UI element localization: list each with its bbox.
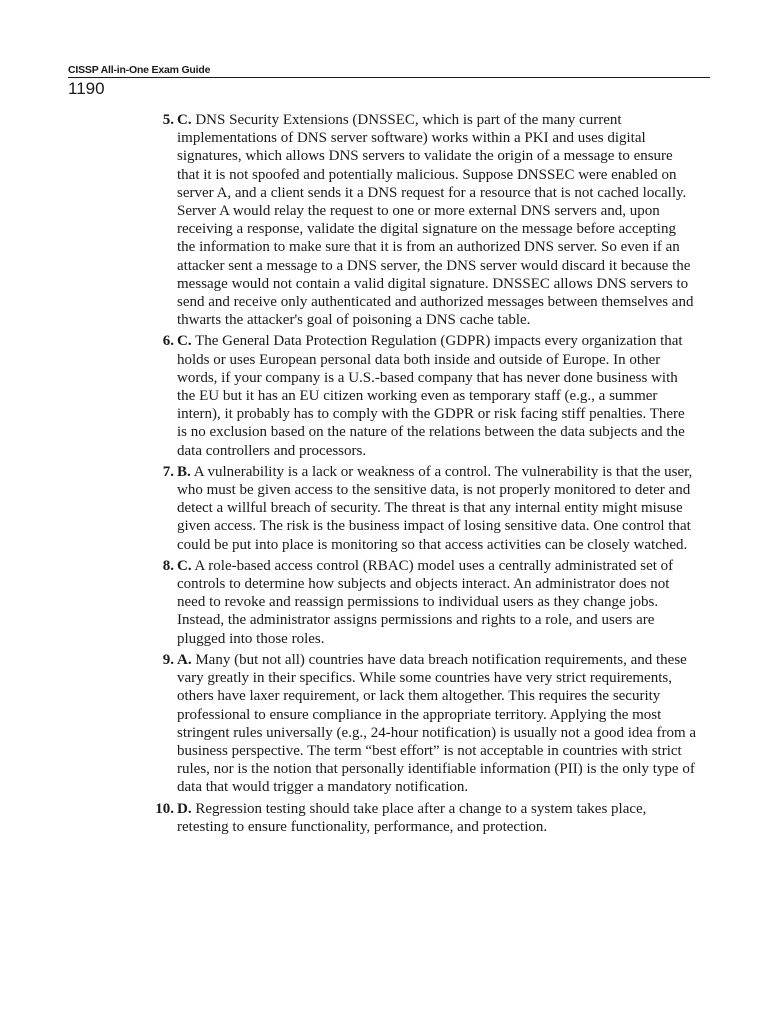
answer-letter: C. (177, 333, 192, 350)
answer-body (177, 800, 698, 836)
answer-number: 8. (162, 557, 174, 574)
answer-text: Many (but not all) countries have data breach notification requirements, and these vary greatly in their specifics. While some countries have very strict requirements, others have laxer requirement, or lack them altogether. This requires the security professional to ensure compliance in the appropriate territory. Applying the most stringent rules universally (e.g., 24-hour notification) is usually not a good idea from a business perspective. The term “best effort” is not acceptable in countries with strict rules, nor is the notion that personally identifiable information (PII) is the only type of data that would trigger a mandatory notification. (177, 651, 697, 796)
answer-body (177, 463, 698, 554)
answer-letter: C. (177, 112, 192, 128)
answer-text: DNS Security Extensions (DNSSEC, which is part of the many current implementations of DNS server software) works within a PKI and uses digital signatures, which allows DNS servers to validate the origin of a message to ensure that it is not spoofed and potentially malicious. Suppose DNSSEC were enabled on server A, and a client sends it a DNS request for a resource that is not cached locally. Server A would relay the request to one or more external DNS servers and, upon receiving a response, validate the digital signature on the message before accepting the information to make sure that it is from an authorized DNS server. So even if an attacker sent a message to a DNS server, the DNS server would discard it because the message would not contain a valid digital signature. DNSSEC allows DNS servers to send and receive only authenticated and authorized messages between themselves and thwarts the attacker's goal of poisoning a DNS cache table. (177, 112, 694, 329)
answer-text: The General Data Protection Regulation (GDPR) impacts every organization that holds or uses European personal data both inside and outside of Europe. In other words, if your company is a U.S.-based company that has never done business with the EU but it has an EU citizen working even as temporary staff (e.g., a summer intern), it probably has to comply with the GDPR or risk facing stiff penalties. There is no exclusion based on the nature of the relations between the data subjects and the data controllers and processors. (177, 333, 685, 459)
answer-number: 9. (162, 651, 174, 668)
answer-letter: B. (177, 463, 191, 480)
running-head: CISSP All-in-One Exam Guide (68, 64, 211, 76)
answer-item-6 (148, 332, 698, 459)
answer-letter: C. (177, 557, 192, 574)
answer-letter: D. (177, 800, 192, 817)
answer-number: 5. (162, 112, 174, 128)
answer-letter: A. (177, 651, 192, 668)
answer-text: Regression testing should take place after a change to a system takes place, retesting to ensure functionality, performance, and protection. (177, 800, 647, 835)
answer-item-7 (148, 463, 698, 554)
answer-body (177, 111, 698, 329)
answer-text: A role-based access control (RBAC) model uses a centrally administrated set of controls to determine how subjects and objects interact. An administrator does not need to revoke and reassign permissions to individual users as they change jobs. Instead, the administrator assigns permissions and rights to a role, and users are plugged into those roles. (177, 557, 674, 647)
answer-body (177, 557, 698, 648)
answer-list (148, 111, 698, 839)
answer-number: 10. (155, 800, 174, 817)
answer-number: 6. (162, 333, 174, 350)
answer-item-9 (148, 651, 698, 797)
answer-item-5 (148, 111, 698, 329)
answer-number: 7. (162, 463, 174, 480)
answer-item-10 (148, 800, 698, 836)
answer-body (177, 332, 698, 459)
answer-body (177, 651, 698, 797)
answer-text: A vulnerability is a lack or weakness of a control. The vulnerability is that the user, who must be given access to the sensitive data, is not properly monitored to deter and detect a willful breach of security. The threat is that any internal entity might misuse given access. The risk is the business impact of losing sensitive data. One control that could be put into place is monitoring so that access activities can be closely watched. (177, 463, 693, 553)
header-rule (68, 77, 710, 78)
page-number: 1190 (68, 79, 105, 98)
answer-item-8 (148, 557, 698, 648)
